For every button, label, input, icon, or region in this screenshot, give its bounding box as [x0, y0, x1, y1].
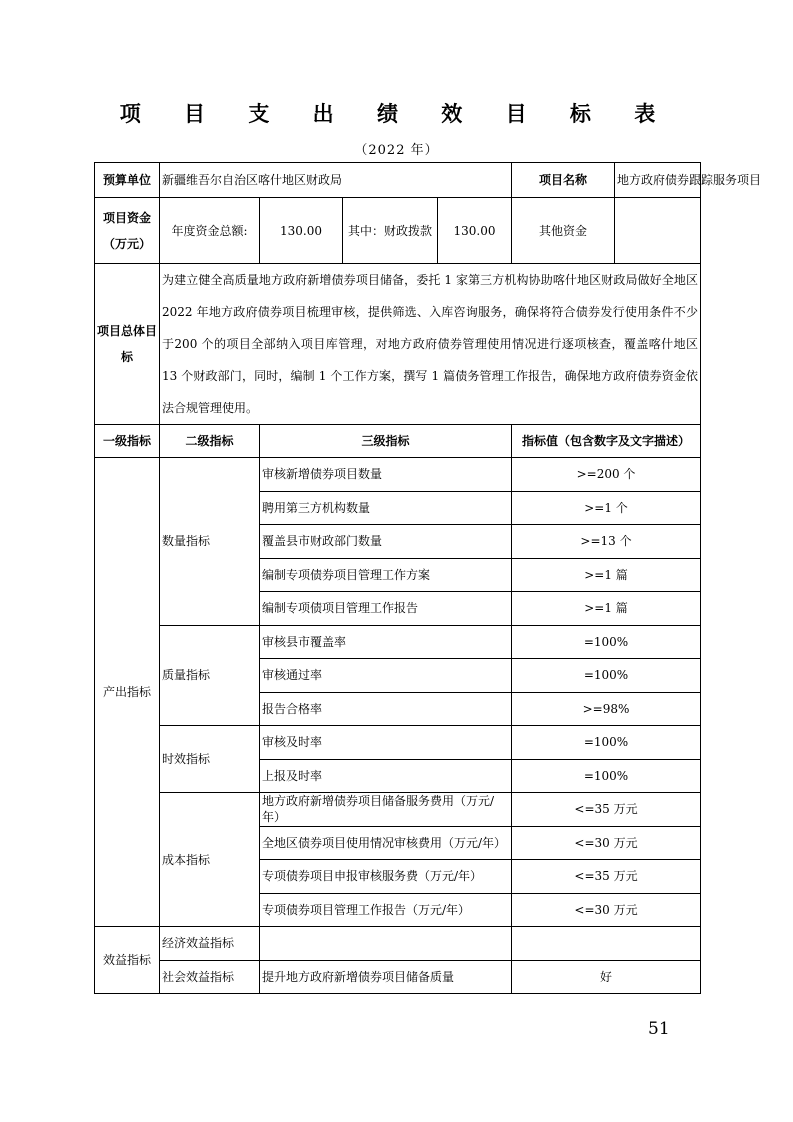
fiscal-funds-value: 130.00 [438, 198, 512, 264]
funds-row [95, 198, 701, 264]
indicator-name: 专项债券项目管理工作报告（万元/年） [260, 893, 512, 927]
indicator-name: 审核新增债券项目数量 [260, 458, 512, 492]
goal-label [95, 264, 160, 425]
goal-text: 为建立健全高质量地方政府新增债券项目储备，委托 1 家第三方机构协助喀什地区财政局做好全地区2022 年地方政府债券项目梳理审核，提供筛选、入库咨询服务，确保将符合债券发行使用条件不少于200 个的项目全部纳入项目库管理，对地方政府债券管理使用情况进行逐项核查，覆盖喀什地区 13 个财政部门，同时，编制 1 个工作方案，撰写 1 篇债务管理工作报告，确保地方政府债券资金依法合规管理使用。 [160, 264, 701, 425]
project-label: 项目名称 [512, 163, 615, 198]
indicator-value: >=1 篇 [512, 592, 701, 626]
unit-label: 预算单位 [95, 163, 160, 198]
indicator-name: 审核通过率 [260, 659, 512, 693]
indicator-name: 覆盖县市财政部门数量 [260, 525, 512, 559]
header-row [95, 163, 701, 198]
indicator-value: =100% [512, 625, 701, 659]
quality-label: 质量指标 [160, 625, 260, 726]
goal-label-line2: 标 [120, 350, 133, 364]
col-level2: 二级指标 [160, 425, 260, 458]
col-level3: 三级指标 [260, 425, 512, 458]
indicator-name: 专项债券项目申报审核服务费（万元/年） [260, 860, 512, 894]
funds-label [95, 198, 160, 264]
unit-value: 新疆维吾尔自治区喀什地区财政局 [160, 163, 512, 198]
total-funds-label: 年度资金总额: [160, 198, 260, 264]
table-row [95, 625, 701, 659]
quantity-label: 数量指标 [160, 458, 260, 626]
benefit-label: 效益指标 [95, 927, 160, 994]
indicator-value: <=35 万元 [512, 793, 701, 827]
goal-label-line1: 项目总体目 [97, 324, 158, 338]
project-value: 地方政府债券跟踪服务项目 [615, 163, 701, 198]
column-header-row [95, 425, 701, 458]
table-row [95, 726, 701, 760]
cost-label: 成本指标 [160, 793, 260, 927]
indicator-value: <=30 万元 [512, 826, 701, 860]
economic-benefit-label: 经济效益指标 [160, 927, 260, 961]
indicator-name: 上报及时率 [260, 759, 512, 793]
table-row [95, 793, 701, 827]
indicator-value: >=13 个 [512, 525, 701, 559]
other-funds-label: 其他资金 [512, 198, 615, 264]
timeliness-label: 时效指标 [160, 726, 260, 793]
indicator-value: <=35 万元 [512, 860, 701, 894]
indicator-name: 报告合格率 [260, 692, 512, 726]
indicator-name: 编制专项债券项目管理工作方案 [260, 558, 512, 592]
indicator-name [260, 927, 512, 961]
indicator-value: >=1 个 [512, 491, 701, 525]
indicator-name: 审核县市覆盖率 [260, 625, 512, 659]
indicator-name: 审核及时率 [260, 726, 512, 760]
indicator-value [512, 927, 701, 961]
total-funds-value: 130.00 [260, 198, 343, 264]
indicator-value: >=98% [512, 692, 701, 726]
table-row [95, 458, 701, 492]
indicator-value: >=200 个 [512, 458, 701, 492]
indicator-value: 好 [512, 960, 701, 994]
col-level1: 一级指标 [95, 425, 160, 458]
indicator-value: =100% [512, 759, 701, 793]
table-row [95, 927, 701, 961]
output-label: 产出指标 [95, 458, 160, 927]
indicator-value: <=30 万元 [512, 893, 701, 927]
funds-label-line2: （万元） [102, 236, 151, 251]
funds-label-line1: 项目资金 [102, 210, 151, 225]
indicator-value: =100% [512, 659, 701, 693]
goal-row [95, 264, 701, 425]
indicator-value: =100% [512, 726, 701, 760]
indicator-name: 编制专项债项目管理工作报告 [260, 592, 512, 626]
year-label: （2022 年） [354, 143, 439, 158]
page-number: 51 [648, 1019, 670, 1039]
other-funds-value [615, 198, 701, 264]
social-benefit-label: 社会效益指标 [160, 960, 260, 994]
indicator-name: 全地区债券项目使用情况审核费用（万元/年） [260, 826, 512, 860]
indicator-name: 聘用第三方机构数量 [260, 491, 512, 525]
fiscal-funds-label: 其中：财政拨款 [343, 198, 438, 264]
indicator-name: 地方政府新增债券项目储备服务费用（万元/年） [260, 793, 512, 827]
col-value: 指标值（包含数字及文字描述） [512, 425, 701, 458]
page-title: 项 目 支 出 绩 效 目 标 表 [119, 102, 674, 126]
indicator-value: >=1 篇 [512, 558, 701, 592]
indicator-name: 提升地方政府新增债券项目储备质量 [260, 960, 512, 994]
table-row [95, 960, 701, 994]
performance-table [94, 162, 762, 994]
